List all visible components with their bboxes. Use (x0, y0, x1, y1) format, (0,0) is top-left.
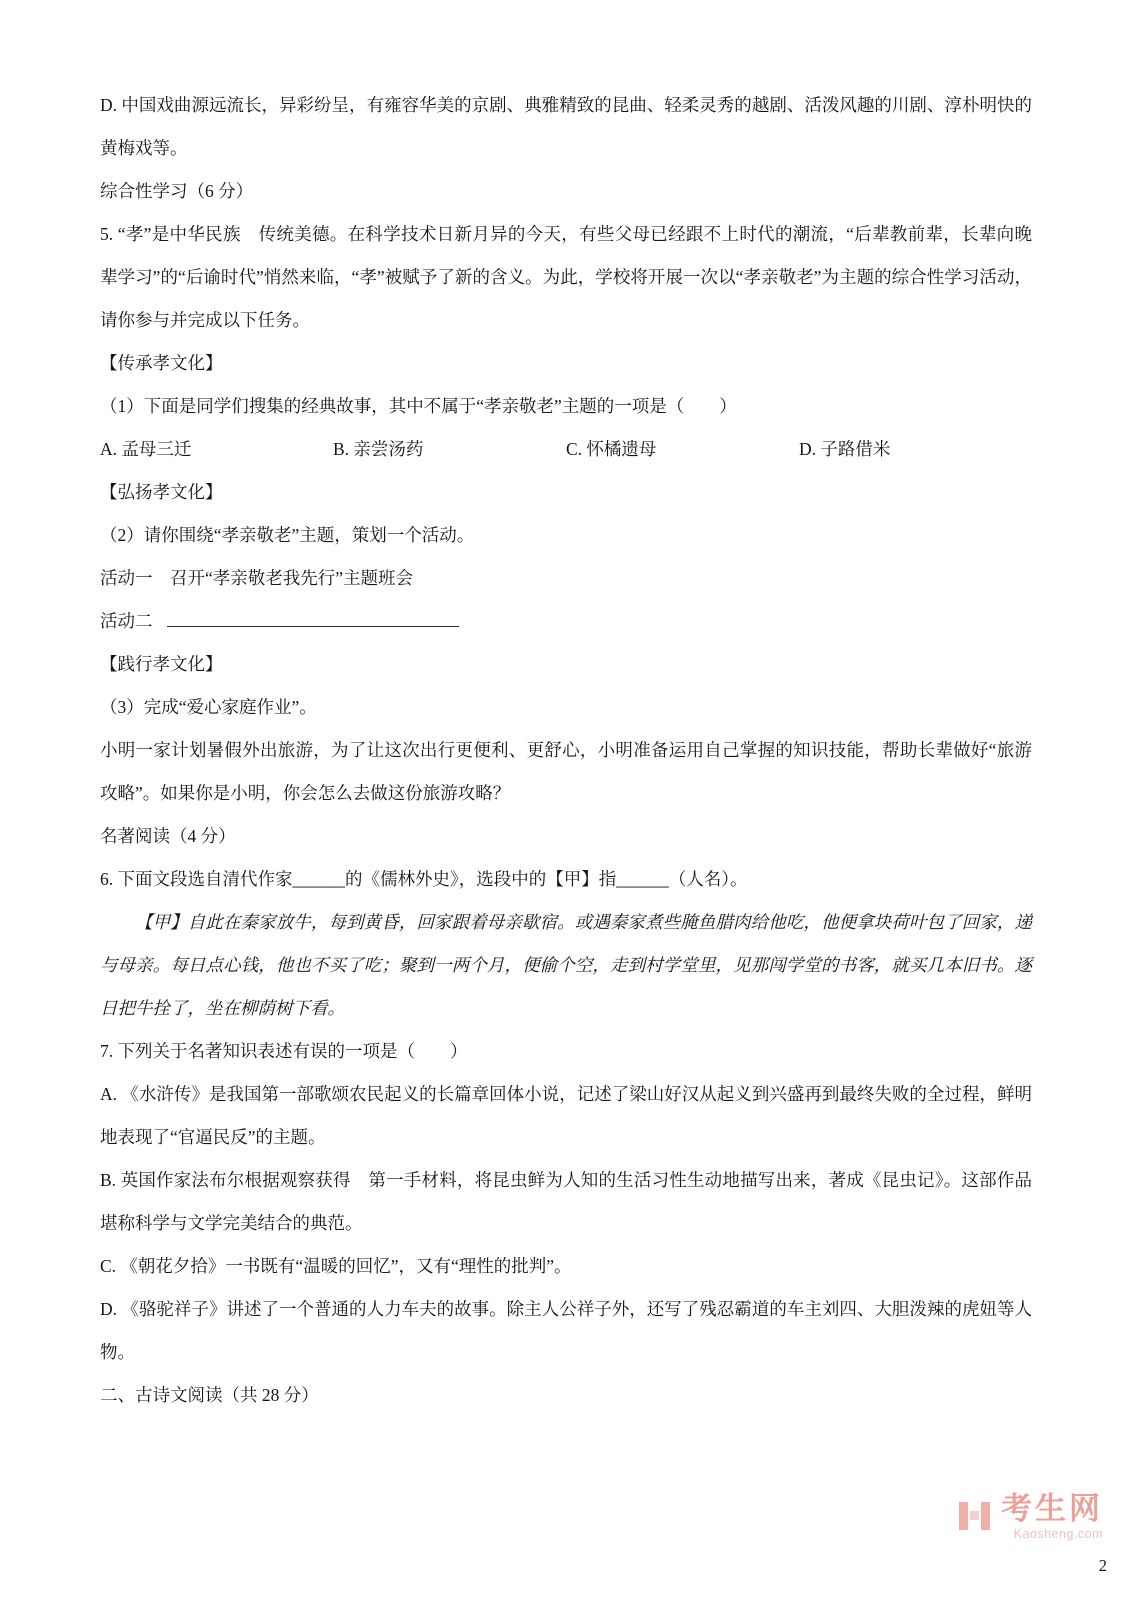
watermark-text (1001, 1490, 1103, 1541)
question-6: 6. 下面文段选自清代作家______的《儒林外史》，选段中的【甲】指______（人名）。 (100, 869, 748, 889)
answer-blank-underline (167, 613, 459, 627)
kaosheng-watermark (957, 1490, 1103, 1541)
option-d: D. 子路借米 (799, 439, 891, 459)
kaosheng-logo-icon (957, 1497, 993, 1535)
question-5-3-description: 小明一家计划暑假外出旅游，为了让这次出行更便利、更舒心，小明准备运用自己掌握的知识技能，帮助长辈做好“旅游攻略”。如果你是小明，你会怎么去做这份旅游攻略？ (100, 740, 1032, 803)
subheading-inherit-culture: 【传承孝文化】 (100, 353, 223, 373)
question-7-option-a: A. 《水浒传》是我国第一部歌颂农民起义的长篇章回体小说，记述了梁山好汉从起义到兴盛再到最终失败的全过程，鲜明地表现了“官逼民反”的主题。 (100, 1084, 1032, 1147)
question-6-passage: 【甲】自此在秦家放牛，每到黄昏，回家跟着母亲歇宿。或遇秦家煮些腌鱼腊肉给他吃，他便拿块荷叶包了回家，递与母亲。每日点心钱，他也不买了吃；聚到一两个月，便偷个空，走到村学堂里，见那闯学堂的书客，就买几本旧书。逐日把牛拴了，坐在柳荫树下看。 (100, 912, 1032, 1018)
page-number: 2 (1098, 1556, 1107, 1575)
question-7-option-c: C. 《朝花夕拾》一书既有“温暖的回忆”，又有“理性的批判”。 (100, 1256, 572, 1276)
question-7-option-b: B. 英国作家法布尔根据观察获得 第一手材料，将昆虫鲜为人知的生活习性生动地描写出来，著成《昆虫记》。这部作品堪称科学与文学完美结合的典范。 (100, 1170, 1032, 1233)
question-5-1-options (100, 428, 1032, 471)
activity-two-line (100, 600, 1032, 643)
option-c: C. 怀橘遗母 (566, 439, 657, 459)
question-5-3: （3）完成“爱心家庭作业”。 (100, 697, 317, 717)
heading-famous-works-reading: 名著阅读（4 分） (100, 826, 236, 846)
option-a: A. 孟母三迁 (100, 439, 192, 459)
question-7-option-d: D. 《骆驼祥子》讲述了一个普通的人力车夫的故事。除主人公祥子外，还写了残忍霸道的车主刘四、大胆泼辣的虎妞等人物。 (100, 1299, 1032, 1362)
question-5-2: （2）请你围绕“孝亲敬老”主题，策划一个活动。 (100, 525, 475, 545)
question-7: 7. 下列关于名著知识表述有误的一项是（ ） (100, 1041, 468, 1061)
option-b: B. 亲尝汤药 (333, 439, 424, 459)
option-d-opera-text: D. 中国戏曲源远流长，异彩纷呈，有雍容华美的京剧、典雅精致的昆曲、轻柔灵秀的越剧、活泼风趣的川剧、淳朴明快的黄梅戏等。 (100, 95, 1032, 158)
activity-one-line: 活动一 召开“孝亲敬老我先行”主题班会 (100, 568, 414, 588)
heading-section-two-classical-reading: 二、古诗文阅读（共 28 分） (100, 1385, 319, 1405)
watermark-site-domain: Kaosheng.com (1013, 1526, 1103, 1541)
heading-comprehensive-study: 综合性学习（6 分） (100, 181, 254, 201)
activity-two-label: 活动二 (100, 611, 153, 631)
subheading-practice-culture: 【践行孝文化】 (100, 654, 223, 674)
watermark-site-name: 考生网 (1001, 1490, 1103, 1526)
question-5-1: （1）下面是同学们搜集的经典故事，其中不属于“孝亲敬老”主题的一项是（ ） (100, 396, 737, 416)
subheading-promote-culture: 【弘扬孝文化】 (100, 482, 223, 502)
exam-content (100, 84, 1032, 1417)
question-5-intro: 5. “孝”是中华民族 传统美德。在科学技术日新月异的今天，有些父母已经跟不上时代的潮流，“后辈教前辈，长辈向晚辈学习”的“后谕时代”悄然来临，“孝”被赋予了新的含义。为此，学校将开展一次以“孝亲敬老”为主题的综合性学习活动，请你参与并完成以下任务。 (100, 224, 1032, 330)
